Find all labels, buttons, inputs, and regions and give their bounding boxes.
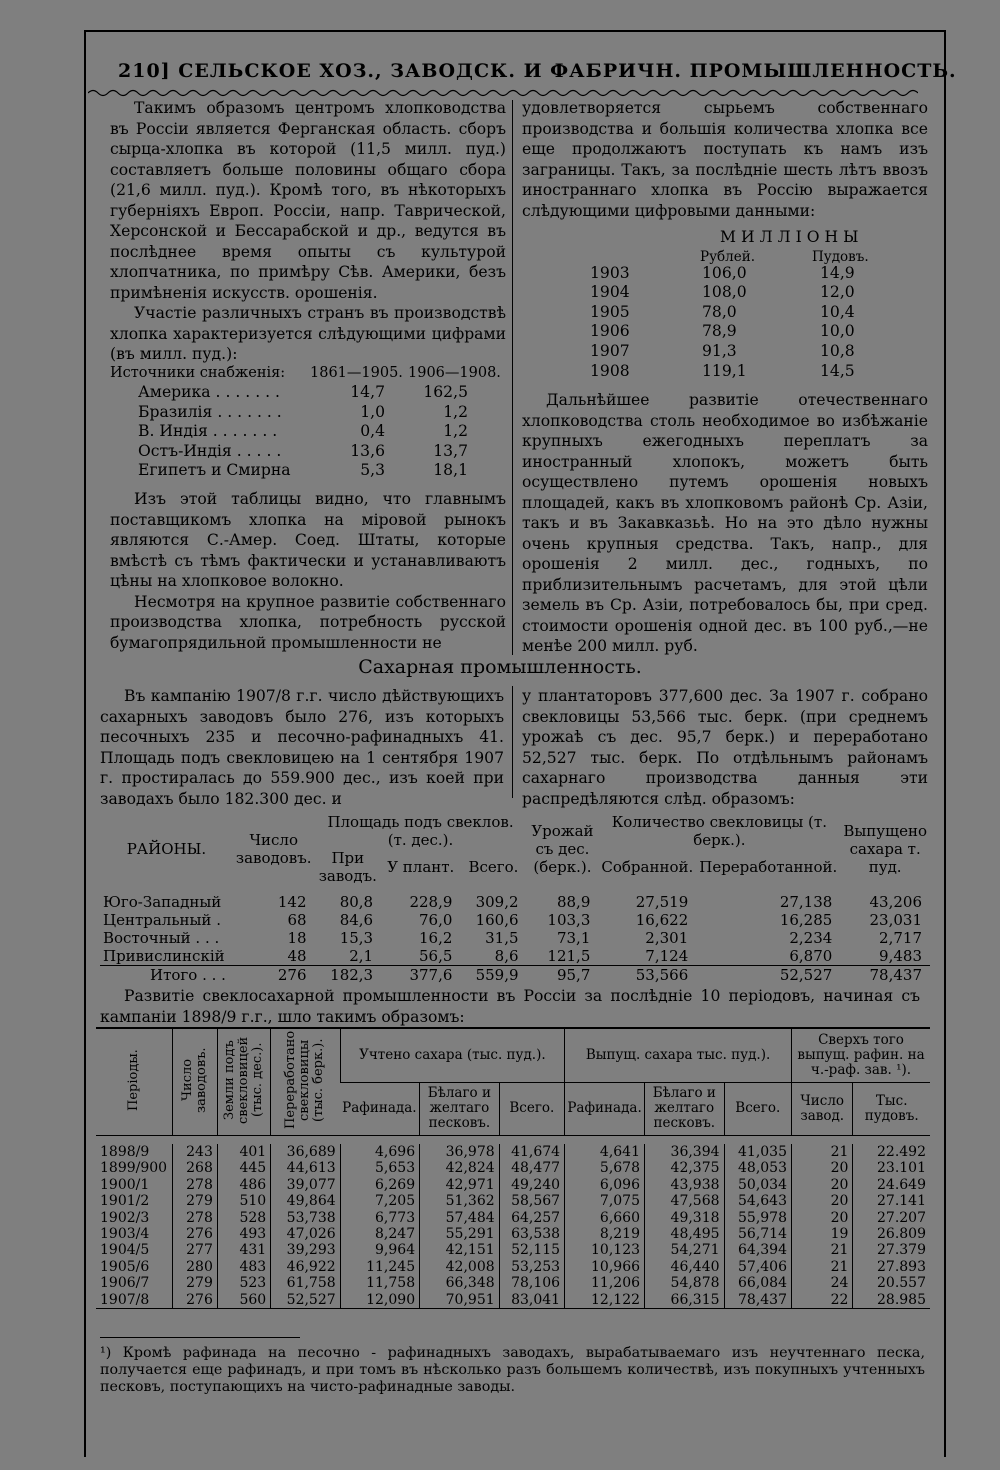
regions-cell-t: 31,5 (485, 929, 519, 947)
sugar-right-text (522, 686, 928, 809)
sources-row (110, 403, 510, 423)
sources-row (110, 461, 510, 481)
col-header-qty: Количество свекловицы (т. беpк.). (611, 813, 827, 849)
imports-table (590, 228, 910, 381)
development-cell: 48,053 (724, 1160, 791, 1176)
development-cell: 1904/5 (100, 1242, 150, 1259)
col-header-total: Всего. (724, 1082, 791, 1135)
development-cell: 23.101 (853, 1160, 930, 1176)
regions-cell-y: 88,9 (556, 893, 591, 911)
regions-cell-p: 56,5 (419, 947, 453, 965)
development-cell: 51,362 (420, 1193, 500, 1209)
running-title: СЕЛЬСКОЕ ХОЗ., ЗАВОДСК. И ФАБРИЧН. ПРОМЫШЛЕННОСТЬ. (178, 60, 957, 82)
regions-cell-r: 16,285 (779, 911, 833, 929)
source-b: 1,2 (443, 422, 468, 441)
imports-header (590, 228, 910, 248)
development-row (96, 1160, 930, 1176)
development-cell: 10,123 (565, 1242, 645, 1258)
imports-cell-r: 119,1 (702, 361, 747, 380)
col-header-area: Площадь подъ свеклов. (т. дес.). (327, 813, 514, 849)
development-cell: 53,738 (271, 1210, 340, 1226)
regions-cell-o: 78,437 (869, 966, 922, 984)
paragraph: Развитіе свеклосахарной промышленности въ Россіи за послѣдніе 10 періодовъ, начиная съ кампаніи 1898/9 г.г., шло такимъ образомъ: (100, 987, 920, 1026)
development-cell: 243 (172, 1144, 217, 1160)
sources-row (110, 442, 510, 462)
imports-cell-y: 1904 (590, 283, 630, 302)
development-cell: 61,758 (271, 1275, 340, 1291)
development-cell: 42,824 (420, 1160, 500, 1176)
development-cell: 4,641 (565, 1144, 645, 1160)
imports-subheader (590, 248, 910, 264)
development-cell: 44,613 (271, 1160, 340, 1176)
development-cell: 47,026 (271, 1226, 340, 1242)
sources-row (110, 383, 510, 403)
regions-total-row (100, 966, 930, 985)
development-cell: 12,122 (565, 1292, 645, 1309)
development-cell: 401 (217, 1144, 270, 1160)
right-column-text (522, 98, 928, 221)
development-cell: 55,291 (420, 1226, 500, 1242)
regions-cell-c: 18 (287, 929, 307, 947)
development-cell: 26.809 (853, 1226, 930, 1242)
imports-cell-y: 1905 (590, 302, 630, 321)
imports-cell-p: 14,5 (820, 361, 855, 380)
regions-cell-r: 52,527 (779, 966, 833, 984)
development-cell: 64,257 (499, 1210, 564, 1226)
regions-cell-p: 76,0 (419, 911, 453, 929)
imports-cell-p: 10,0 (820, 322, 855, 341)
development-cell: 27.893 (853, 1259, 930, 1275)
regions-cell-o: 2,717 (879, 929, 922, 947)
development-cell: 528 (217, 1210, 270, 1226)
regions-cell-c: 48 (287, 947, 307, 965)
regions-cell-z: 2,1 (349, 947, 374, 965)
col-header-qty-collected: Собранной. (601, 858, 694, 876)
development-cell: 1903/4 (100, 1226, 150, 1243)
regions-cell-z: 80,8 (339, 893, 374, 911)
paragraph: Дальнѣйшее развитіе отечественнаго хлопководства столь необходимое во избѣжаніе крупныхъ ежегодныхъ переплатъ за иностранный хлопокъ, можетъ быть осуществлено путемъ орошенія новыхъ площадей, какъ въ хлопковомъ районѣ Ср. Азіи, такъ и въ Закавказьѣ. Но на это дѣло нужны очень крупныя средства. Такъ, напр., для орошенія 2 милл. дес., годныхъ, по приблизительнымъ расчетамъ, для этой цѣли земель въ Ср. Азіи, потребовалось бы, при сред. стоимости орошенія одной дес. въ 100 руб.,—не менѣе 200 милл. руб. (522, 391, 928, 655)
development-cell: 560 (217, 1292, 270, 1309)
regions-row (100, 911, 930, 929)
sugar-left-text (100, 686, 504, 809)
imports-row (590, 283, 910, 303)
source-name: Бразилія . . . . . . . (138, 402, 282, 421)
paragraph: Такимъ образомъ центромъ хлопководства въ Россіи является Ферганская область. сборъ сырца-хлопка въ которой (11,5 милл. пуд.) составляетъ больше половины общаго сбора (21,6 милл. пуд.). Кромѣ того, въ нѣкоторыхъ губерніяхъ Европ. Россіи, напр. Таврической, Херсонской и Бессарабской и др., ведутся въ послѣднее время опыты съ культурой хлопчатника, по примѣру Сѣв. Америки, безъ примѣненія искусств. орошенія. (110, 99, 506, 302)
regions-cell-p: 228,9 (409, 893, 453, 911)
imports-cell-r: 108,0 (702, 283, 747, 302)
development-row (96, 1210, 930, 1226)
paragraph: Участіе различныхъ странъ въ производствѣ хлопка характеризуется слѣдующими цифрами (въ милл. пуд.): (110, 304, 506, 363)
development-cell: 7,205 (340, 1193, 419, 1209)
development-cell: 66,315 (645, 1292, 725, 1309)
col-header-extra: Сверхъ того выпущ. рафин. на ч.-раф. зав. ¹). (792, 1028, 931, 1082)
regions-cell-n: Центральный . (103, 911, 221, 929)
regions-cell-y: 103,3 (547, 911, 591, 929)
development-cell: 20 (792, 1193, 853, 1209)
development-cell: 83,041 (499, 1292, 564, 1309)
development-cell: 11,206 (565, 1275, 645, 1291)
regions-cell-c: 68 (287, 911, 307, 929)
source-a: 13,6 (350, 441, 385, 460)
col-header-released: Выпущ. сахара тыс. пуд.). (565, 1028, 792, 1082)
development-cell: 19 (792, 1226, 853, 1242)
col-header-processed: Переработано свекловицы (тыс. беpк.). (271, 1028, 340, 1136)
source-b: 162,5 (423, 383, 468, 401)
development-cell: 66,084 (724, 1275, 791, 1291)
regions-cell-s: 53,566 (635, 966, 689, 984)
source-b: 1,2 (443, 402, 468, 421)
imports-header-pud: Пудовъ. (812, 248, 869, 265)
regions-cell-n: Восточный . . . (103, 929, 220, 947)
development-cell: 9,964 (340, 1242, 419, 1258)
development-row (96, 1177, 930, 1193)
regions-row (100, 929, 930, 947)
regions-cell-s: 2,301 (645, 929, 689, 947)
development-cell: 50,034 (724, 1177, 791, 1193)
footnote-rule (100, 1337, 300, 1338)
source-b: 13,7 (433, 441, 468, 460)
regions-cell-o: 9,483 (879, 947, 922, 965)
regions-cell-t: 8,6 (494, 947, 519, 965)
development-cell: 5,653 (340, 1160, 419, 1176)
col-header-accounted: Учтено сахара (тыс. пуд.). (340, 1028, 564, 1082)
development-cell: 1907/8 (100, 1291, 150, 1308)
header-wavy-rule (88, 88, 918, 98)
regions-cell-s: 7,124 (645, 947, 689, 965)
development-cell: 39,293 (271, 1242, 340, 1258)
development-row (96, 1144, 930, 1160)
development-cell: 78,437 (724, 1292, 791, 1309)
col-header-period: Періоды. (125, 1049, 141, 1111)
development-cell: 57,484 (420, 1210, 500, 1226)
regions-cell-c: 276 (277, 966, 307, 984)
development-row (96, 1226, 930, 1242)
development-cell: 42,971 (420, 1177, 500, 1193)
col-header-land: Земли подъ свекловицей (тыс. дес.). (217, 1028, 270, 1136)
development-cell: 1899/900 (100, 1160, 168, 1177)
regions-cell-z: 84,6 (339, 911, 374, 929)
col-header-area-zav: При заводъ. (318, 849, 377, 885)
development-row (96, 1292, 930, 1309)
col-header-qty-processed: Переработанной. (699, 858, 838, 876)
development-cell: 10,966 (565, 1259, 645, 1275)
source-name: Остъ-Индія . . . . . (138, 441, 282, 460)
imports-cell-r: 91,3 (702, 341, 737, 360)
imports-cell-y: 1903 (590, 263, 630, 282)
development-cell: 41,035 (724, 1144, 791, 1160)
development-cell: 78,106 (499, 1275, 564, 1291)
development-cell: 24 (792, 1275, 853, 1291)
imports-header-millions: МИЛЛІОНЫ (720, 228, 864, 246)
development-cell: 431 (217, 1242, 270, 1258)
development-cell: 6,096 (565, 1177, 645, 1193)
development-row (96, 1275, 930, 1291)
development-cell: 8,219 (565, 1226, 645, 1242)
paragraph: у плантаторовъ 377,600 дес. За 1907 г. собрано свекловицы 53,566 тыс. беpк. (при среднемъ урожаѣ съ дес. 95,7 беpк.) и переработано 52,527 тыс. беpк. По отдѣльнымъ районамъ сахарнаго производства данныя эти распредѣляются слѣд. образомъ: (522, 687, 928, 808)
regions-cell-t: 160,6 (475, 911, 519, 929)
development-cell: 20.557 (853, 1275, 930, 1291)
development-cell: 28.985 (853, 1292, 930, 1309)
development-cell: 27.141 (853, 1193, 930, 1209)
development-cell: 493 (217, 1226, 270, 1242)
regions-cell-t: 559,9 (475, 966, 519, 984)
development-cell: 42,151 (420, 1242, 500, 1258)
imports-cell-y: 1907 (590, 341, 630, 360)
development-cell: 58,567 (499, 1193, 564, 1209)
development-cell: 43,938 (645, 1177, 725, 1193)
imports-cell-y: 1906 (590, 322, 630, 341)
imports-header-rub: Рублей. (700, 248, 756, 265)
development-cell: 22.492 (853, 1144, 930, 1160)
development-cell: 523 (217, 1275, 270, 1291)
regions-cell-y: 121,5 (547, 947, 591, 965)
development-table (96, 1027, 930, 1309)
col-header-raf: Рафинада. (565, 1082, 645, 1135)
development-cell: 36,394 (645, 1144, 725, 1160)
development-cell: 22 (792, 1292, 853, 1309)
col-header-region: РАЙОНЫ. (126, 840, 207, 858)
development-cell: 36,689 (271, 1144, 340, 1160)
sources-header-y2: 1906—1908. (408, 365, 501, 381)
development-cell: 47,568 (645, 1193, 725, 1209)
regions-cell-p: 16,2 (419, 929, 453, 947)
source-a: 5,3 (360, 461, 385, 480)
left-column-text (110, 98, 506, 365)
development-cell: 63,538 (499, 1226, 564, 1242)
development-cell: 11,245 (340, 1259, 419, 1275)
development-cell: 1906/7 (100, 1275, 150, 1292)
source-name: Америка . . . . . . . (138, 383, 280, 401)
development-cell: 8,247 (340, 1226, 419, 1242)
page-number: 210] (118, 60, 171, 82)
imports-cell-r: 106,0 (702, 263, 747, 282)
regions-cell-z: 15,3 (339, 929, 374, 947)
development-cell: 445 (217, 1160, 270, 1176)
imports-cell-p: 12,0 (820, 283, 855, 302)
development-cell: 49,318 (645, 1210, 725, 1226)
development-cell: 279 (172, 1193, 217, 1209)
left-column-text-2 (110, 489, 506, 653)
development-cell: 49,864 (271, 1193, 340, 1209)
col-header-sugar: Выпущено сахара т. пуд. (843, 822, 927, 876)
development-cell: 54,271 (645, 1242, 725, 1258)
regions-table (100, 813, 930, 984)
development-cell: 54,643 (724, 1193, 791, 1209)
source-a: 0,4 (360, 422, 385, 441)
imports-cell-p: 14,9 (820, 263, 855, 282)
col-header-area-total: Всего. (468, 858, 519, 876)
imports-cell-y: 1908 (590, 361, 630, 380)
development-cell: 483 (217, 1259, 270, 1275)
regions-cell-s: 27,519 (635, 893, 689, 911)
regions-cell-y: 95,7 (556, 966, 591, 984)
regions-cell-r: 6,870 (789, 947, 833, 965)
paragraph: удовлетворяется сырьемъ собственнаго производства и большія количества хлопка все еще продолжаютъ поступать къ намъ изъ заграницы. Такъ, за послѣдніе шесть лѣтъ ввозъ иностраннаго хлопка въ Россію выражается слѣдующими цифровыми данными: (522, 99, 928, 220)
development-cell: 4,696 (340, 1144, 419, 1160)
development-cell: 11,758 (340, 1275, 419, 1291)
development-cell: 48,495 (645, 1226, 725, 1242)
development-cell: 57,406 (724, 1259, 791, 1275)
imports-row (590, 362, 910, 382)
development-cell: 6,773 (340, 1210, 419, 1226)
regions-cell-c: 142 (277, 893, 307, 911)
development-cell: 278 (172, 1210, 217, 1226)
col-header-total: Всего. (499, 1082, 564, 1135)
development-cell: 6,660 (565, 1210, 645, 1226)
development-intro (100, 986, 920, 1027)
development-cell: 64,394 (724, 1242, 791, 1258)
regions-cell-p: 377,6 (409, 966, 453, 984)
paragraph: Несмотря на крупное развитіе собственнаго производства хлопка, потребность русской бумагопрядильной промышленности не (110, 592, 506, 652)
development-cell: 21 (792, 1259, 853, 1275)
regions-cell-z: 182,3 (330, 966, 374, 984)
development-cell: 27.379 (853, 1242, 930, 1258)
source-a: 1,0 (360, 402, 385, 421)
development-cell: 55,978 (724, 1210, 791, 1226)
development-cell: 1901/2 (100, 1193, 150, 1210)
development-cell: 56,714 (724, 1226, 791, 1242)
development-cell: 279 (172, 1275, 217, 1291)
page-header (118, 60, 957, 82)
col-header-raf: Рафинада. (342, 1100, 417, 1117)
development-cell: 268 (172, 1160, 217, 1176)
imports-row (590, 264, 910, 284)
development-cell: 276 (172, 1226, 217, 1242)
development-cell: 36,978 (420, 1144, 500, 1160)
development-cell: 21 (792, 1242, 853, 1258)
development-cell: 52,527 (271, 1292, 340, 1309)
regions-cell-o: 43,206 (869, 893, 922, 911)
development-row (96, 1242, 930, 1258)
col-header-white: Бѣлаго и желтаго песковъ. (645, 1082, 725, 1135)
regions-row (100, 893, 930, 911)
col-header-area-plant: У плант. (387, 858, 455, 876)
sources-header (110, 364, 510, 383)
development-cell: 42,008 (420, 1259, 500, 1275)
regions-cell-n: Юго-Западный (103, 893, 222, 911)
regions-cell-t: 309,2 (475, 893, 519, 911)
col-header-thpud: Тыс. пудовъ. (853, 1082, 930, 1135)
col-header-yield: Урожай съ дес. (беpк.). (531, 822, 594, 876)
development-cell: 278 (172, 1177, 217, 1193)
sources-table (110, 364, 510, 481)
development-cell: 20 (792, 1160, 853, 1176)
regions-cell-y: 73,1 (556, 929, 591, 947)
imports-cell-r: 78,9 (702, 322, 737, 341)
development-cell: 1900/1 (100, 1176, 150, 1193)
development-cell: 7,075 (565, 1193, 645, 1209)
development-cell: 20 (792, 1177, 853, 1193)
column-divider (512, 686, 513, 798)
development-cell: 280 (172, 1259, 217, 1275)
development-cell: 49,240 (499, 1177, 564, 1193)
paragraph: Въ кампанію 1907/8 г.г. число дѣйствующихъ сахарныхъ заводовъ было 276, изъ которыхъ песочныхъ 235 и песочно-рафинадныхъ 41. Площадь подъ свекловицею на 1 сентября 1907 г. простиралась до 559.900 дес., изъ коей при заводахъ было 182.300 дес. и (100, 687, 504, 808)
development-cell: 70,951 (420, 1292, 500, 1309)
imports-cell-p: 10,8 (820, 341, 855, 360)
source-name: Египетъ и Смирна (138, 461, 291, 480)
regions-cell-o: 23,031 (869, 911, 922, 929)
source-name: В. Индія . . . . . . . (138, 422, 278, 441)
development-cell: 277 (172, 1242, 217, 1258)
source-b: 18,1 (433, 461, 468, 480)
source-a: 14,7 (350, 383, 385, 401)
development-cell: 510 (217, 1193, 270, 1209)
development-cell: 27.207 (853, 1210, 930, 1226)
development-cell: 24.649 (853, 1177, 930, 1193)
development-cell: 42,375 (645, 1160, 725, 1176)
regions-cell-n: Итого . . . (150, 966, 226, 984)
development-cell: 66,348 (420, 1275, 500, 1291)
imports-row (590, 303, 910, 323)
sources-header-label: Источники снабженія: (110, 365, 286, 381)
development-cell: 20 (792, 1210, 853, 1226)
regions-row (100, 947, 930, 966)
regions-cell-s: 16,622 (635, 911, 689, 929)
development-cell: 276 (172, 1292, 217, 1309)
right-column-text-2 (522, 390, 928, 657)
development-cell: 46,922 (271, 1259, 340, 1275)
development-cell: 39,077 (271, 1177, 340, 1193)
paragraph: Изъ этой таблицы видно, что главнымъ поставщикомъ хлопка на міровой рынокъ являются С.-Амер. Соед. Штаты, которые вмѣстѣ съ тѣмъ фактически и устанавливаютъ цѣны на хлопковое волокно. (110, 490, 506, 590)
development-cell: 54,878 (645, 1275, 725, 1291)
imports-cell-r: 78,0 (702, 302, 737, 321)
development-cell: 52,115 (499, 1242, 564, 1258)
imports-cell-p: 10,4 (820, 302, 855, 321)
development-cell: 46,440 (645, 1259, 725, 1275)
sources-header-y1: 1861—1905. (310, 365, 403, 381)
development-cell: 6,269 (340, 1177, 419, 1193)
section-title-sugar: Сахарная промышленность. (358, 656, 642, 678)
development-row (96, 1259, 930, 1275)
development-cell: 12,090 (340, 1292, 419, 1309)
sources-row (110, 422, 510, 442)
development-cell: 21 (792, 1144, 853, 1160)
footnote: ¹) Кромѣ рафинада на песочно - рафинадныхъ заводахъ, вырабатываемаго изъ неучтеннаго песка, получается еще рафинадъ, и при томъ въ нѣсколько разъ большемъ количествѣ, изъ покупныхъ учтенныхъ песковъ, поступающихъ на чисто-рафинадные заводы. (100, 1345, 925, 1395)
imports-row (590, 342, 910, 362)
regions-cell-r: 27,138 (779, 893, 833, 911)
column-divider (512, 100, 513, 655)
imports-row (590, 322, 910, 342)
regions-cell-n: Привислинскій (103, 947, 225, 965)
development-cell: 1898/9 (100, 1144, 150, 1160)
development-cell: 41,674 (499, 1144, 564, 1160)
col-header-count: Число заводовъ. (235, 831, 312, 867)
col-header-count: Число заводовъ. (172, 1028, 217, 1136)
col-header-white: Бѣлаго и желтаго песковъ. (420, 1082, 500, 1135)
development-cell: 1905/6 (100, 1258, 150, 1275)
development-cell: 48,477 (499, 1160, 564, 1176)
development-cell: 5,678 (565, 1160, 645, 1176)
col-header-numzav: Число завод. (792, 1082, 853, 1135)
development-cell: 486 (217, 1177, 270, 1193)
development-cell: 1902/3 (100, 1209, 150, 1226)
development-cell: 53,253 (499, 1259, 564, 1275)
regions-cell-r: 2,234 (789, 929, 833, 947)
development-row (96, 1193, 930, 1209)
